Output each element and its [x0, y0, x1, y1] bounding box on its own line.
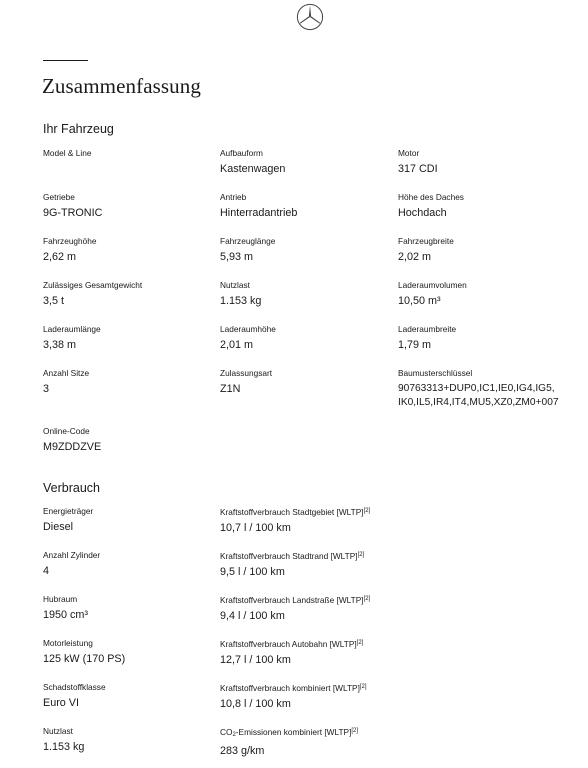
- field-label: Fahrzeuglänge: [220, 236, 276, 246]
- field-value: 9G-TRONIC: [43, 207, 103, 219]
- field-value: 1950 cm³: [43, 609, 89, 621]
- field-baumusterschluessel: [398, 368, 583, 410]
- field-label: Antrieb: [220, 192, 247, 202]
- field-value: 3,5 t: [43, 295, 65, 307]
- field-value: 2,02 m: [398, 251, 432, 263]
- footnote-marker: [2]: [351, 728, 359, 734]
- field-fahrzeuglaenge: [220, 236, 420, 264]
- field-label: Zulässiges Gesamtgewicht: [43, 280, 143, 290]
- field-value: Hochdach: [398, 207, 447, 219]
- field-verbrauch-kombiniert: [220, 682, 470, 711]
- field-co2-emissionen: [220, 726, 470, 758]
- field-verbrauch-landstrasse: [220, 594, 470, 623]
- field-verbrauch-stadtgebiet: [220, 506, 470, 535]
- field-label: Hubraum: [43, 594, 78, 604]
- field-gesamtgewicht: [43, 280, 243, 308]
- field-label: Motorleistung: [43, 638, 93, 648]
- field-label: Energieträger: [43, 506, 94, 516]
- field-value: Hinterradantrieb: [220, 207, 298, 219]
- field-value: 2,62 m: [43, 251, 77, 263]
- field-value: 2,01 m: [220, 339, 254, 351]
- field-value: Z1N: [220, 383, 241, 395]
- field-value: 9,5 l / 100 km: [220, 566, 285, 578]
- field-value: 12,7 l / 100 km: [220, 654, 291, 666]
- field-label: Laderaumvolumen: [398, 280, 467, 290]
- field-fahrzeughoehe: [43, 236, 243, 264]
- field-value: Kastenwagen: [220, 163, 286, 175]
- field-label: Schadstoffklasse: [43, 682, 106, 692]
- field-label: Höhe des Daches: [398, 192, 464, 202]
- field-value: 90763313+DUP0,IC1,IE0,IG4,IG5,: [398, 383, 555, 394]
- field-label: Laderaumhöhe: [220, 324, 276, 334]
- field-label: Zulassungsart: [220, 368, 273, 378]
- footnote-marker: [2]: [357, 552, 365, 558]
- field-label: Kraftstoffverbrauch Stadtgebiet [WLTP][2]: [220, 507, 371, 517]
- field-online-code: [43, 426, 243, 454]
- field-value: 125 kW (170 PS): [43, 653, 126, 665]
- field-value: 4: [43, 565, 50, 577]
- field-anzahl-zylinder: [43, 550, 243, 578]
- field-anzahl-sitze: [43, 368, 243, 396]
- field-label: Motor: [398, 148, 420, 158]
- field-antrieb: [220, 192, 420, 220]
- field-value: 283 g/km: [220, 745, 265, 757]
- field-laderaumlaenge: [43, 324, 243, 352]
- field-hubraum: [43, 594, 243, 622]
- field-value: 317 CDI: [398, 163, 438, 175]
- field-verbrauch-autobahn: [220, 638, 470, 667]
- field-label: Anzahl Zylinder: [43, 550, 101, 560]
- field-label: Model & Line: [43, 148, 92, 158]
- field-label: Baumusterschlüssel: [398, 368, 473, 378]
- field-value: 3: [43, 383, 50, 395]
- field-value: 9,4 l / 100 km: [220, 610, 285, 622]
- field-label: Nutzlast: [43, 726, 73, 736]
- field-value: 1.153 kg: [43, 741, 85, 753]
- mercedes-star-icon: [296, 3, 324, 31]
- field-value: 10,50 m³: [398, 295, 441, 307]
- field-label: Online-Code: [43, 426, 90, 436]
- field-value-line2: IK0,IL5,IR4,IT4,MU5,XZ0,ZM0+007: [398, 397, 559, 408]
- field-label: Laderaumlänge: [43, 324, 101, 334]
- field-label: Fahrzeugbreite: [398, 236, 454, 246]
- field-label: Nutzlast: [220, 280, 250, 290]
- field-value: Euro VI: [43, 697, 80, 709]
- field-value: 1,79 m: [398, 339, 432, 351]
- field-label: Kraftstoffverbrauch Landstraße [WLTP][2]: [220, 595, 371, 605]
- field-value: 1.153 kg: [220, 295, 262, 307]
- footnote-marker: [2]: [363, 596, 371, 602]
- field-label: CO2-Emissionen kombiniert [WLTP][2]: [220, 727, 359, 738]
- page-title: Zusammenfassung: [42, 74, 201, 98]
- field-value: 10,7 l / 100 km: [220, 522, 291, 534]
- footnote-marker: [2]: [356, 640, 364, 646]
- footnote-marker: [2]: [359, 684, 367, 690]
- field-nutzlast: [220, 280, 420, 308]
- field-label: Anzahl Sitze: [43, 368, 90, 378]
- field-verbrauch-stadtrand: [220, 550, 470, 579]
- field-laderaumbreite: [398, 324, 588, 352]
- field-zulassungsart: [220, 368, 420, 396]
- field-laderaumvolumen: [398, 280, 588, 308]
- field-value: M9ZDDZVE: [43, 441, 102, 453]
- field-laderaumhoehe: [220, 324, 420, 352]
- title-rule: [43, 60, 88, 61]
- field-energietraeger: [43, 506, 243, 534]
- field-label: Fahrzeughöhe: [43, 236, 97, 246]
- footnote-marker: [2]: [363, 508, 371, 514]
- section-title-vehicle: Ihr Fahrzeug: [43, 122, 114, 136]
- field-value: 10,8 l / 100 km: [220, 698, 291, 710]
- field-label: Laderaumbreite: [398, 324, 457, 334]
- field-motorleistung: [43, 638, 243, 666]
- field-dachhoehe: [398, 192, 588, 220]
- field-getriebe: [43, 192, 243, 220]
- field-schadstoffklasse: [43, 682, 243, 710]
- section-title-consumption: Verbrauch: [43, 481, 100, 495]
- field-value: 5,93 m: [220, 251, 254, 263]
- field-value: Diesel: [43, 521, 74, 533]
- field-label: Kraftstoffverbrauch Stadtrand [WLTP][2]: [220, 551, 365, 561]
- field-motor: [398, 148, 588, 176]
- field-label: Kraftstoffverbrauch Autobahn [WLTP][2]: [220, 639, 364, 649]
- field-label: Kraftstoffverbrauch kombiniert [WLTP][2]: [220, 683, 367, 693]
- field-label: Aufbauform: [220, 148, 263, 158]
- field-aufbauform: [220, 148, 420, 176]
- field-nutzlast-consumption: [43, 726, 243, 754]
- field-model-line: [43, 148, 243, 162]
- field-label: Getriebe: [43, 192, 75, 202]
- field-fahrzeugbreite: [398, 236, 588, 264]
- field-value: 3,38 m: [43, 339, 77, 351]
